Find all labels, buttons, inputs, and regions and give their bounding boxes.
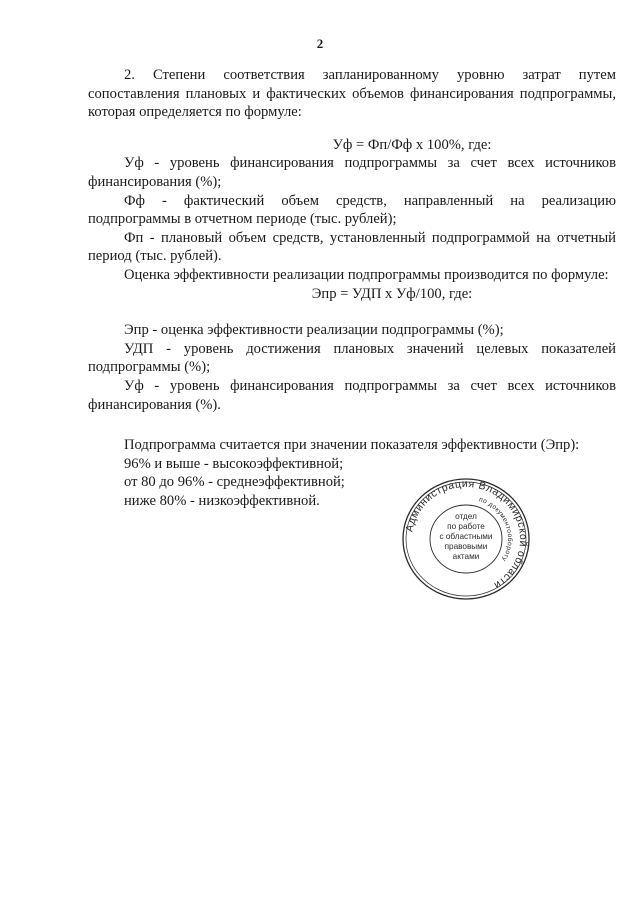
paragraph-efficiency-criteria: Подпрограмма считается при значении показателя эффективности (Эпр): [124,437,580,454]
definition-uf-2: Уф - уровень финансирования подпрограммы за счет всех источников финансирования (%). [88,377,616,413]
definition-epr: Эпр - оценка эффективности реализации подпрограммы (%); [124,322,504,339]
criteria-high: 96% и выше - высокоэффективной; [124,455,344,472]
svg-text:по документообороту: по документообороту [478,496,514,563]
formula-efficiency: Эпр = УДП х Уф/100, где: [311,285,473,302]
page-number: 2 [316,36,324,51]
document-body [88,66,616,510]
stamp-line: правовыми [444,542,488,551]
definition-uf: Уф - уровень финансирования подпрограммы за счет всех источников финансирования (%); [88,155,616,190]
definition-fp: Фп - плановый объем средств, установленный подпрограммой на отчетный период (тыс. рублей). [88,229,616,265]
stamp-line: с областными [439,532,493,541]
definition-ff: Фф - фактический объем средств, направленный на реализацию подпрограммы в отчетном периоде (тыс. рублей); [88,192,616,228]
svg-text:Администрация Владимирской обл: Администрация Владимирской области [403,477,530,592]
criteria-low: ниже 80% - низкоэффективной. [124,492,320,509]
stamp-line: отдел [455,512,477,521]
paragraph-cost-compliance: 2. Степени соответствия запланированному уровню затрат путем сопоставления плановых и фактических объемов финансирования подпрограммы, которая определяется по формуле: [88,67,616,121]
stamp-line: актами [452,552,480,561]
paragraph-efficiency-evaluation: Оценка эффективности реализации подпрограммы производится по формуле: [124,266,609,283]
official-stamp [400,476,532,602]
stamp-inner-text [435,512,497,562]
formula-financing-level: Уф = Фп/Фф х 100%, где: [332,136,492,153]
stamp-line: по работе [447,522,485,531]
criteria-medium: от 80 до 96% - среднеэффективной; [124,474,345,491]
definition-udp: УДП - уровень достижения плановых значений целевых показателей подпрограммы (%); [88,340,616,376]
